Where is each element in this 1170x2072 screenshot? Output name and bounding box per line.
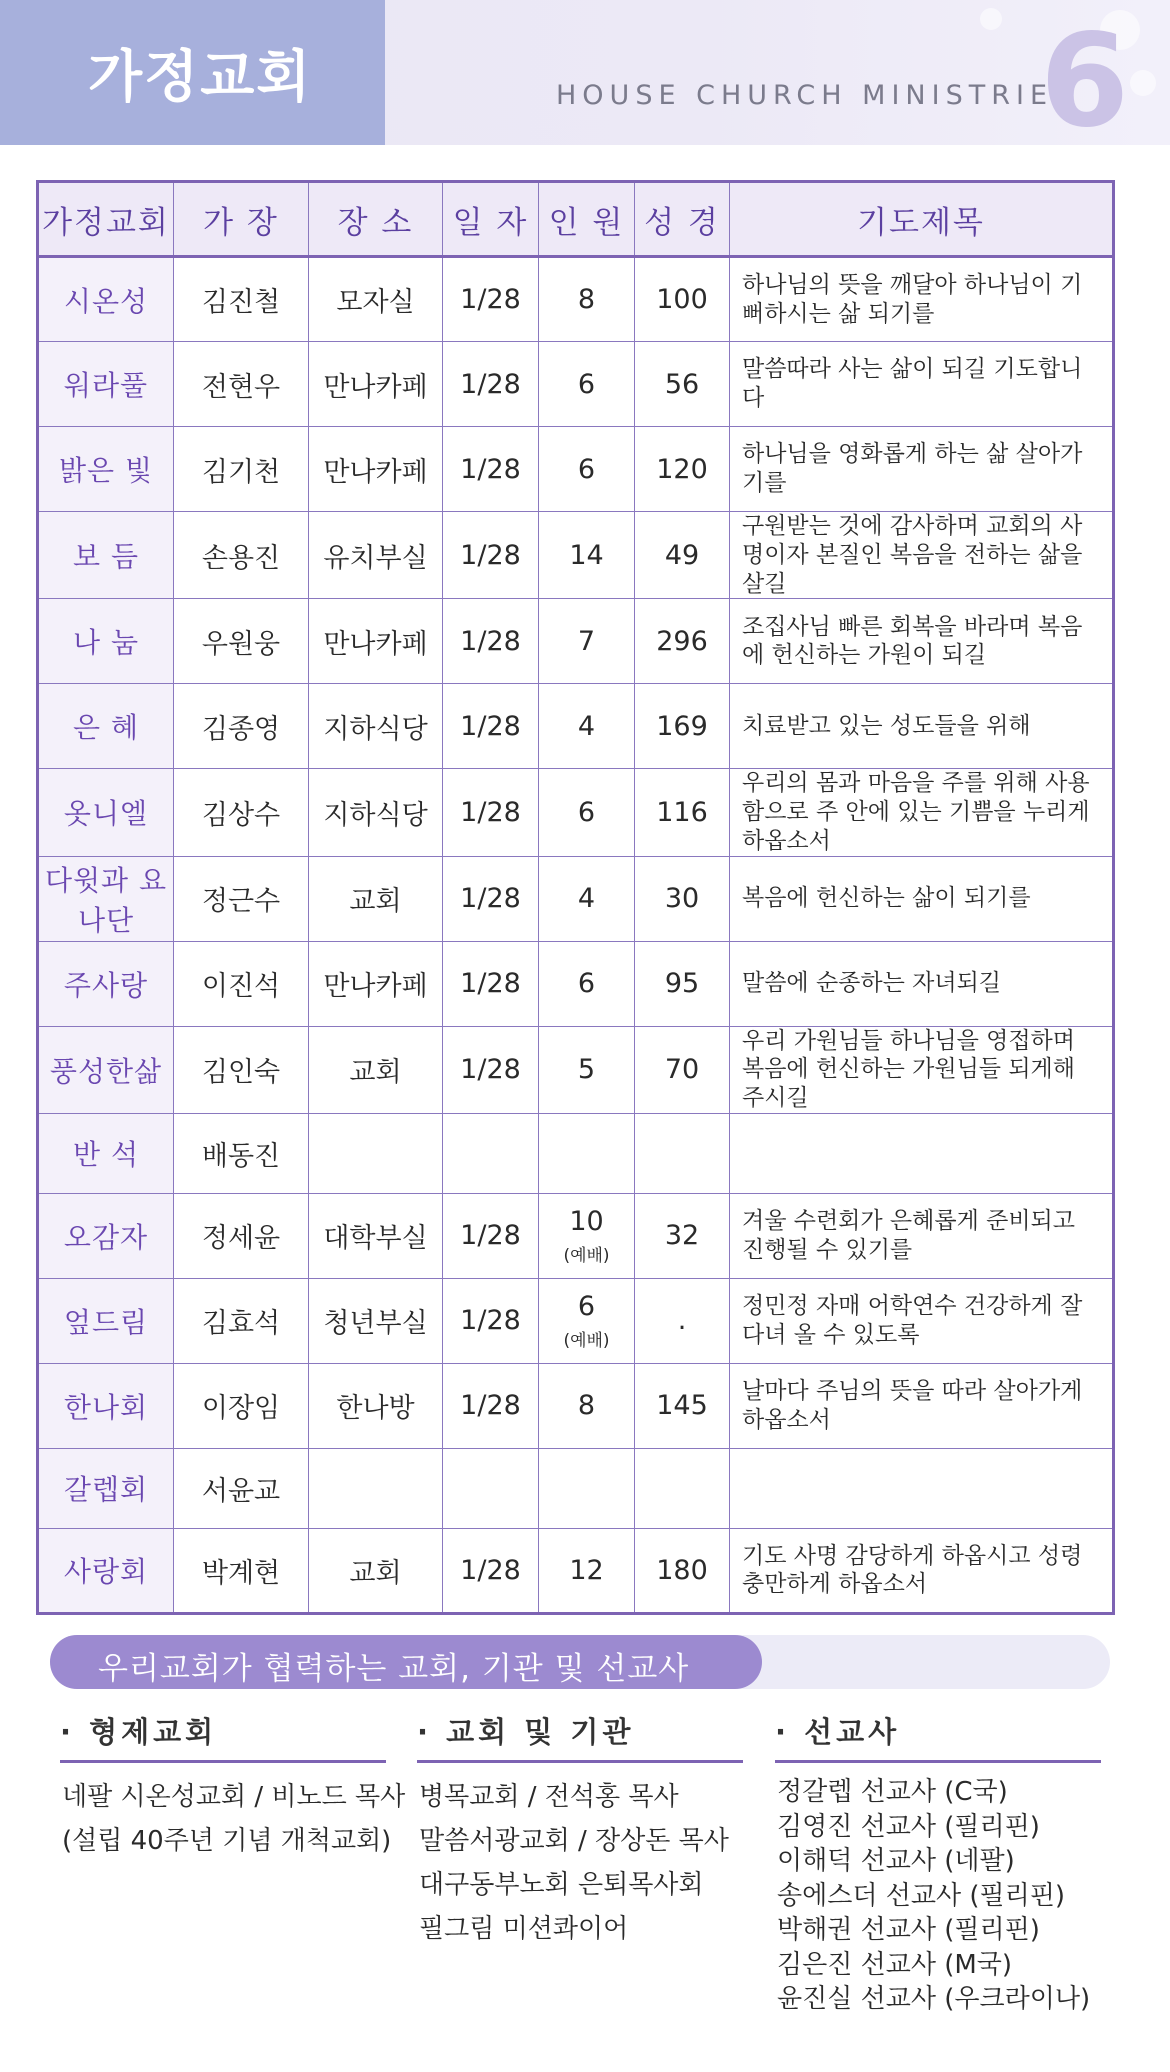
group-name-cell-text: 오감자 bbox=[63, 1220, 149, 1254]
people-cell bbox=[539, 1448, 635, 1528]
people-cell-text: 7 bbox=[577, 625, 596, 657]
group-name-cell-text: 워라풀 bbox=[63, 369, 149, 402]
leader-cell-text: 김기천 bbox=[201, 456, 281, 488]
bible-cell bbox=[635, 1193, 730, 1278]
group-name-cell bbox=[38, 1448, 174, 1528]
place-cell bbox=[309, 856, 443, 941]
bible-cell bbox=[635, 1113, 730, 1193]
prayer-cell bbox=[730, 769, 1114, 856]
people-cell bbox=[539, 1528, 635, 1613]
column-header: 장 소 bbox=[309, 182, 443, 257]
prayer-cell-text: 우리의 몸과 마음을 주를 위해 사용함으로 주 안에 있는 기쁨을 누리게 하옵소서 bbox=[742, 770, 1090, 854]
date-cell-text: 1/28 bbox=[460, 710, 521, 742]
church-org-list bbox=[419, 1775, 729, 1951]
place-cell-text: 유치부실 bbox=[323, 542, 428, 574]
bible-cell bbox=[635, 257, 730, 342]
group-name-cell-text: 한나회 bbox=[63, 1390, 149, 1424]
group-name-cell-text: 엎드림 bbox=[63, 1305, 149, 1339]
page-number: 6 bbox=[1040, 7, 1130, 145]
group-name-cell-text: 다윗과 요나단 bbox=[44, 863, 168, 937]
prayer-cell bbox=[730, 1528, 1114, 1613]
place-cell-text: 청년부실 bbox=[323, 1308, 428, 1340]
place-cell-text: 만나카페 bbox=[323, 628, 428, 660]
list-item: 이해덕 선교사 (네팔) bbox=[777, 1846, 1015, 1876]
prayer-cell bbox=[730, 1113, 1114, 1193]
group-name-cell bbox=[38, 684, 174, 769]
prayer-cell-text: 우리 가원님들 하나님을 영접하며 복음에 헌신하는 가원님들 되게해 주시길 bbox=[742, 1027, 1075, 1111]
group-name-cell-text: 반 석 bbox=[73, 1138, 139, 1172]
prayer-cell-text: 복음에 헌신하는 삶이 되기를 bbox=[742, 885, 1031, 912]
leader-cell bbox=[174, 1113, 309, 1193]
people-cell-text: 10 bbox=[569, 1205, 604, 1237]
group-name-cell-text: 보 듬 bbox=[73, 540, 139, 574]
people-cell bbox=[539, 427, 635, 512]
leader-cell-text: 김효석 bbox=[201, 1308, 281, 1340]
date-cell-text: 1/28 bbox=[460, 1054, 521, 1086]
leader-cell bbox=[174, 941, 309, 1026]
people-cell-text: 6 bbox=[577, 1290, 596, 1322]
leader-cell-text: 김종영 bbox=[201, 713, 281, 745]
list-item: 네팔 시온성교회 / 비노드 목사 bbox=[62, 1782, 406, 1812]
date-cell bbox=[443, 1278, 539, 1363]
brother-church-list bbox=[62, 1775, 405, 1863]
place-cell-text: 지하식당 bbox=[323, 799, 428, 831]
group-name-cell-text: 시온성 bbox=[63, 284, 149, 318]
table-row bbox=[38, 257, 1114, 342]
date-cell bbox=[443, 856, 539, 941]
place-cell bbox=[309, 1363, 443, 1448]
prayer-cell-text: 치료받고 있는 성도들을 위해 bbox=[742, 712, 1031, 739]
leader-cell bbox=[174, 342, 309, 427]
table-body bbox=[38, 257, 1114, 1614]
prayer-cell bbox=[730, 1278, 1114, 1363]
place-cell bbox=[309, 427, 443, 512]
prayer-cell bbox=[730, 512, 1114, 599]
list-item: 말씀서광교회 / 장상돈 목사 bbox=[419, 1826, 729, 1856]
bible-cell-text: . bbox=[677, 1305, 687, 1337]
group-name-cell bbox=[38, 1193, 174, 1278]
group-name-cell bbox=[38, 1528, 174, 1613]
people-cell bbox=[539, 599, 635, 684]
people-cell-text: 6 bbox=[577, 453, 596, 485]
bible-cell bbox=[635, 1026, 730, 1113]
group-name-cell bbox=[38, 599, 174, 684]
snowflake-decoration-icon bbox=[980, 8, 1002, 30]
bible-cell-text: 56 bbox=[664, 368, 700, 400]
prayer-cell bbox=[730, 941, 1114, 1026]
date-cell bbox=[443, 684, 539, 769]
date-cell bbox=[443, 342, 539, 427]
leader-cell-text: 우원웅 bbox=[201, 628, 281, 660]
house-church-table bbox=[36, 180, 1115, 1615]
date-cell-text: 1/28 bbox=[460, 539, 521, 571]
table-row bbox=[38, 856, 1114, 941]
bible-cell-text: 296 bbox=[656, 625, 708, 657]
date-cell-text: 1/28 bbox=[460, 796, 521, 828]
church-org-heading: · 교회 및 기관 bbox=[417, 1715, 635, 1749]
date-cell-text: 1/28 bbox=[460, 883, 521, 914]
column-header: 가 장 bbox=[174, 182, 309, 257]
prayer-cell-text: 하나님의 뜻을 깨달아 하나님이 기뻐하시는 삶 되기를 bbox=[742, 271, 1083, 327]
table-row bbox=[38, 427, 1114, 512]
bible-cell bbox=[635, 769, 730, 856]
people-note: (예배) bbox=[563, 1330, 610, 1351]
date-cell bbox=[443, 941, 539, 1026]
bible-cell bbox=[635, 1278, 730, 1363]
group-name-cell-text: 사랑회 bbox=[63, 1555, 149, 1589]
bible-cell bbox=[635, 856, 730, 941]
leader-cell-text: 정근수 bbox=[201, 886, 281, 917]
place-cell bbox=[309, 1193, 443, 1278]
list-item: 박해권 선교사 (필리핀) bbox=[777, 1915, 1040, 1945]
leader-cell-text: 김상수 bbox=[201, 799, 281, 831]
group-name-cell bbox=[38, 941, 174, 1026]
bible-cell-text: 145 bbox=[656, 1390, 708, 1422]
column-header: 기도제목 bbox=[730, 182, 1114, 257]
group-name-cell bbox=[38, 856, 174, 941]
group-name-cell-text: 옷니엘 bbox=[63, 797, 149, 831]
group-name-cell bbox=[38, 769, 174, 856]
bible-cell-text: 49 bbox=[664, 539, 700, 571]
page-subtitle: HOUSE CHURCH MINISTRIES bbox=[556, 80, 1077, 111]
column-header: 성 경 bbox=[635, 182, 730, 257]
leader-cell-text: 서윤교 bbox=[201, 1475, 281, 1507]
group-name-cell-text: 풍성한삶 bbox=[49, 1054, 163, 1088]
people-cell bbox=[539, 342, 635, 427]
table-row bbox=[38, 1193, 1114, 1278]
prayer-cell-text: 조집사님 빠른 회복을 바라며 복음에 헌신하는 가원이 되길 bbox=[742, 613, 1083, 669]
prayer-cell bbox=[730, 856, 1114, 941]
table-row bbox=[38, 512, 1114, 599]
people-cell bbox=[539, 769, 635, 856]
leader-cell-text: 이진석 bbox=[201, 971, 281, 1002]
date-cell bbox=[443, 1448, 539, 1528]
people-cell bbox=[539, 1113, 635, 1193]
people-cell-text: 4 bbox=[577, 710, 596, 742]
prayer-cell bbox=[730, 427, 1114, 512]
people-cell-text: 5 bbox=[577, 1054, 596, 1086]
leader-cell bbox=[174, 599, 309, 684]
prayer-cell-text: 구원받는 것에 감사하며 교회의 사명이자 본질인 복음을 전하는 삶을 살길 bbox=[742, 513, 1083, 597]
leader-cell bbox=[174, 856, 309, 941]
prayer-cell-text: 날마다 주님의 뜻을 따라 살아가게 하옵소서 bbox=[742, 1378, 1083, 1433]
date-cell bbox=[443, 1113, 539, 1193]
people-cell-text: 6 bbox=[577, 796, 596, 828]
date-cell-text: 1/28 bbox=[460, 368, 521, 400]
place-cell-text: 교회 bbox=[349, 1057, 402, 1089]
section-title: 우리교회가 협력하는 교회, 기관 및 선교사 bbox=[98, 1651, 690, 1687]
people-cell bbox=[539, 941, 635, 1026]
table-row bbox=[38, 684, 1114, 769]
leader-cell bbox=[174, 427, 309, 512]
group-name-cell bbox=[38, 1363, 174, 1448]
prayer-cell-text: 겨울 수련회가 은혜롭게 준비되고 진행될 수 있기를 bbox=[742, 1208, 1075, 1263]
date-cell bbox=[443, 1363, 539, 1448]
people-cell-text: 6 bbox=[577, 368, 596, 400]
date-cell-text: 1/28 bbox=[460, 284, 521, 315]
people-note: (예배) bbox=[563, 1245, 610, 1266]
table-row bbox=[38, 769, 1114, 856]
header-banner bbox=[0, 0, 1170, 145]
date-cell bbox=[443, 1026, 539, 1113]
place-cell bbox=[309, 1448, 443, 1528]
people-cell bbox=[539, 1278, 635, 1363]
bible-cell-text: 32 bbox=[664, 1220, 700, 1252]
leader-cell-text: 배동진 bbox=[201, 1140, 281, 1172]
date-cell bbox=[443, 427, 539, 512]
bible-cell bbox=[635, 599, 730, 684]
divider bbox=[417, 1760, 743, 1763]
missionary-heading: · 선교사 bbox=[775, 1715, 901, 1749]
date-cell-text: 1/28 bbox=[460, 1305, 521, 1337]
leader-cell bbox=[174, 512, 309, 599]
leader-cell-text: 정세윤 bbox=[201, 1223, 281, 1255]
place-cell-text: 모자실 bbox=[336, 287, 415, 318]
table-row bbox=[38, 599, 1114, 684]
prayer-cell-text: 하나님을 영화롭게 하는 삶 살아가기를 bbox=[742, 441, 1083, 496]
prayer-cell-text: 기도 사명 감당하게 하옵시고 성령 충만하게 하옵소서 bbox=[742, 1542, 1083, 1598]
date-cell-text: 1/28 bbox=[460, 1220, 521, 1252]
group-name-cell bbox=[38, 342, 174, 427]
group-name-cell-text: 나 눔 bbox=[73, 626, 139, 660]
place-cell bbox=[309, 599, 443, 684]
place-cell bbox=[309, 1278, 443, 1363]
bible-cell-text: 120 bbox=[656, 453, 708, 485]
place-cell-text: 만나카페 bbox=[323, 456, 428, 488]
group-name-cell bbox=[38, 427, 174, 512]
prayer-cell-text: 말씀따라 사는 삶이 되길 기도합니다 bbox=[742, 356, 1083, 411]
snowflake-decoration-icon bbox=[1130, 70, 1156, 96]
column-header: 일 자 bbox=[443, 182, 539, 257]
place-cell bbox=[309, 684, 443, 769]
leader-cell bbox=[174, 1363, 309, 1448]
prayer-cell bbox=[730, 1026, 1114, 1113]
place-cell-text: 지하식당 bbox=[323, 713, 428, 745]
place-cell-text: 교회 bbox=[349, 886, 402, 917]
bible-cell bbox=[635, 941, 730, 1026]
leader-cell-text: 김인숙 bbox=[201, 1057, 281, 1089]
leader-cell bbox=[174, 769, 309, 856]
leader-cell-text: 이장임 bbox=[201, 1393, 281, 1425]
bible-cell-text: 70 bbox=[664, 1054, 700, 1086]
date-cell bbox=[443, 1193, 539, 1278]
place-cell-text: 대학부실 bbox=[323, 1223, 428, 1255]
table-row bbox=[38, 1448, 1114, 1528]
leader-cell bbox=[174, 1278, 309, 1363]
people-cell-text: 6 bbox=[577, 968, 596, 999]
place-cell bbox=[309, 769, 443, 856]
place-cell bbox=[309, 1528, 443, 1613]
place-cell-text: 만나카페 bbox=[323, 971, 428, 1002]
leader-cell bbox=[174, 1528, 309, 1613]
bible-cell-text: 169 bbox=[656, 710, 708, 742]
date-cell-text: 1/28 bbox=[460, 1554, 521, 1586]
leader-cell bbox=[174, 1026, 309, 1113]
place-cell bbox=[309, 1026, 443, 1113]
place-cell bbox=[309, 257, 443, 342]
bible-cell bbox=[635, 1363, 730, 1448]
prayer-cell bbox=[730, 1193, 1114, 1278]
group-name-cell-text: 갈렙회 bbox=[63, 1473, 149, 1507]
place-cell bbox=[309, 342, 443, 427]
table-row bbox=[38, 1026, 1114, 1113]
list-item: 대구동부노회 은퇴목사회 bbox=[419, 1870, 704, 1900]
brother-church-heading: · 형제교회 bbox=[60, 1715, 218, 1749]
table-row bbox=[38, 342, 1114, 427]
leader-cell-text: 김진철 bbox=[201, 287, 281, 318]
leader-cell-text: 전현우 bbox=[201, 371, 281, 403]
bible-cell bbox=[635, 512, 730, 599]
people-cell bbox=[539, 1026, 635, 1113]
people-cell bbox=[539, 856, 635, 941]
date-cell-text: 1/28 bbox=[460, 968, 521, 999]
prayer-cell-text: 말씀에 순종하는 자녀되길 bbox=[742, 970, 1002, 997]
place-cell bbox=[309, 512, 443, 599]
date-cell bbox=[443, 257, 539, 342]
table-row bbox=[38, 1113, 1114, 1193]
leader-cell bbox=[174, 1448, 309, 1528]
bible-cell-text: 180 bbox=[656, 1554, 708, 1586]
list-item: 필그림 미션콰이어 bbox=[419, 1914, 629, 1944]
people-cell-text: 12 bbox=[569, 1554, 604, 1586]
list-item: 정갈렙 선교사 (C국) bbox=[777, 1777, 1008, 1807]
table-row bbox=[38, 1363, 1114, 1448]
bible-cell-text: 95 bbox=[664, 968, 700, 999]
prayer-cell bbox=[730, 1448, 1114, 1528]
place-cell bbox=[309, 1113, 443, 1193]
people-cell bbox=[539, 512, 635, 599]
list-item: 병목교회 / 전석홍 목사 bbox=[419, 1782, 679, 1812]
prayer-cell bbox=[730, 257, 1114, 342]
place-cell-text: 한나방 bbox=[336, 1393, 415, 1425]
people-cell bbox=[539, 684, 635, 769]
people-cell-text: 8 bbox=[577, 284, 596, 315]
list-item: 김은진 선교사 (M국) bbox=[777, 1949, 1013, 1980]
date-cell-text: 1/28 bbox=[460, 625, 521, 657]
table-row bbox=[38, 941, 1114, 1026]
date-cell bbox=[443, 1528, 539, 1613]
bible-cell bbox=[635, 1448, 730, 1528]
bible-cell-text: 116 bbox=[656, 796, 708, 828]
prayer-cell bbox=[730, 599, 1114, 684]
table-row bbox=[38, 1528, 1114, 1613]
prayer-cell-text: 정민정 자매 어학연수 건강하게 잘 다녀 올 수 있도록 bbox=[742, 1293, 1083, 1348]
people-cell bbox=[539, 1193, 635, 1278]
people-cell-text: 4 bbox=[577, 883, 596, 914]
prayer-cell bbox=[730, 684, 1114, 769]
people-cell bbox=[539, 1363, 635, 1448]
date-cell-text: 1/28 bbox=[460, 453, 521, 485]
date-cell-text: 1/28 bbox=[460, 1390, 521, 1422]
place-cell bbox=[309, 941, 443, 1026]
leader-cell bbox=[174, 1193, 309, 1278]
bible-cell bbox=[635, 684, 730, 769]
date-cell bbox=[443, 512, 539, 599]
group-name-cell bbox=[38, 257, 174, 342]
place-cell-text: 만나카페 bbox=[323, 371, 428, 403]
bible-cell-text: 30 bbox=[664, 883, 700, 914]
leader-cell-text: 손용진 bbox=[201, 542, 281, 574]
table-row bbox=[38, 1278, 1114, 1363]
list-item: 송에스더 선교사 (필리핀) bbox=[777, 1880, 1065, 1911]
leader-cell bbox=[174, 684, 309, 769]
bible-cell bbox=[635, 342, 730, 427]
group-name-cell-text: 은 혜 bbox=[73, 711, 139, 745]
place-cell-text: 교회 bbox=[349, 1557, 402, 1589]
group-name-cell bbox=[38, 1026, 174, 1113]
list-item: 김영진 선교사 (필리핀) bbox=[777, 1811, 1040, 1842]
divider bbox=[60, 1760, 386, 1763]
date-cell bbox=[443, 769, 539, 856]
prayer-cell bbox=[730, 342, 1114, 427]
table-header-row bbox=[38, 182, 1114, 257]
bible-cell bbox=[635, 1528, 730, 1613]
people-cell-text: 8 bbox=[577, 1390, 596, 1422]
group-name-cell bbox=[38, 1113, 174, 1193]
people-cell bbox=[539, 257, 635, 342]
column-header: 가정교회 bbox=[38, 182, 174, 257]
people-cell-text: 14 bbox=[569, 539, 604, 571]
divider bbox=[775, 1760, 1101, 1763]
column-header: 인 원 bbox=[539, 182, 635, 257]
group-name-cell bbox=[38, 1278, 174, 1363]
group-name-cell-text: 밝은 빛 bbox=[58, 454, 154, 487]
page-title: 가정교회 bbox=[88, 45, 313, 110]
date-cell bbox=[443, 599, 539, 684]
group-name-cell-text: 주사랑 bbox=[63, 968, 149, 1002]
bible-cell bbox=[635, 427, 730, 512]
group-name-cell bbox=[38, 512, 174, 599]
missionary-list bbox=[777, 1775, 1090, 2017]
leader-cell-text: 박계현 bbox=[201, 1557, 281, 1589]
list-item: (설립 40주년 기념 개척교회) bbox=[62, 1826, 392, 1856]
list-item: 윤진실 선교사 (우크라이나) bbox=[777, 1984, 1091, 2014]
bible-cell-text: 100 bbox=[656, 284, 708, 315]
leader-cell bbox=[174, 257, 309, 342]
prayer-cell bbox=[730, 1363, 1114, 1448]
